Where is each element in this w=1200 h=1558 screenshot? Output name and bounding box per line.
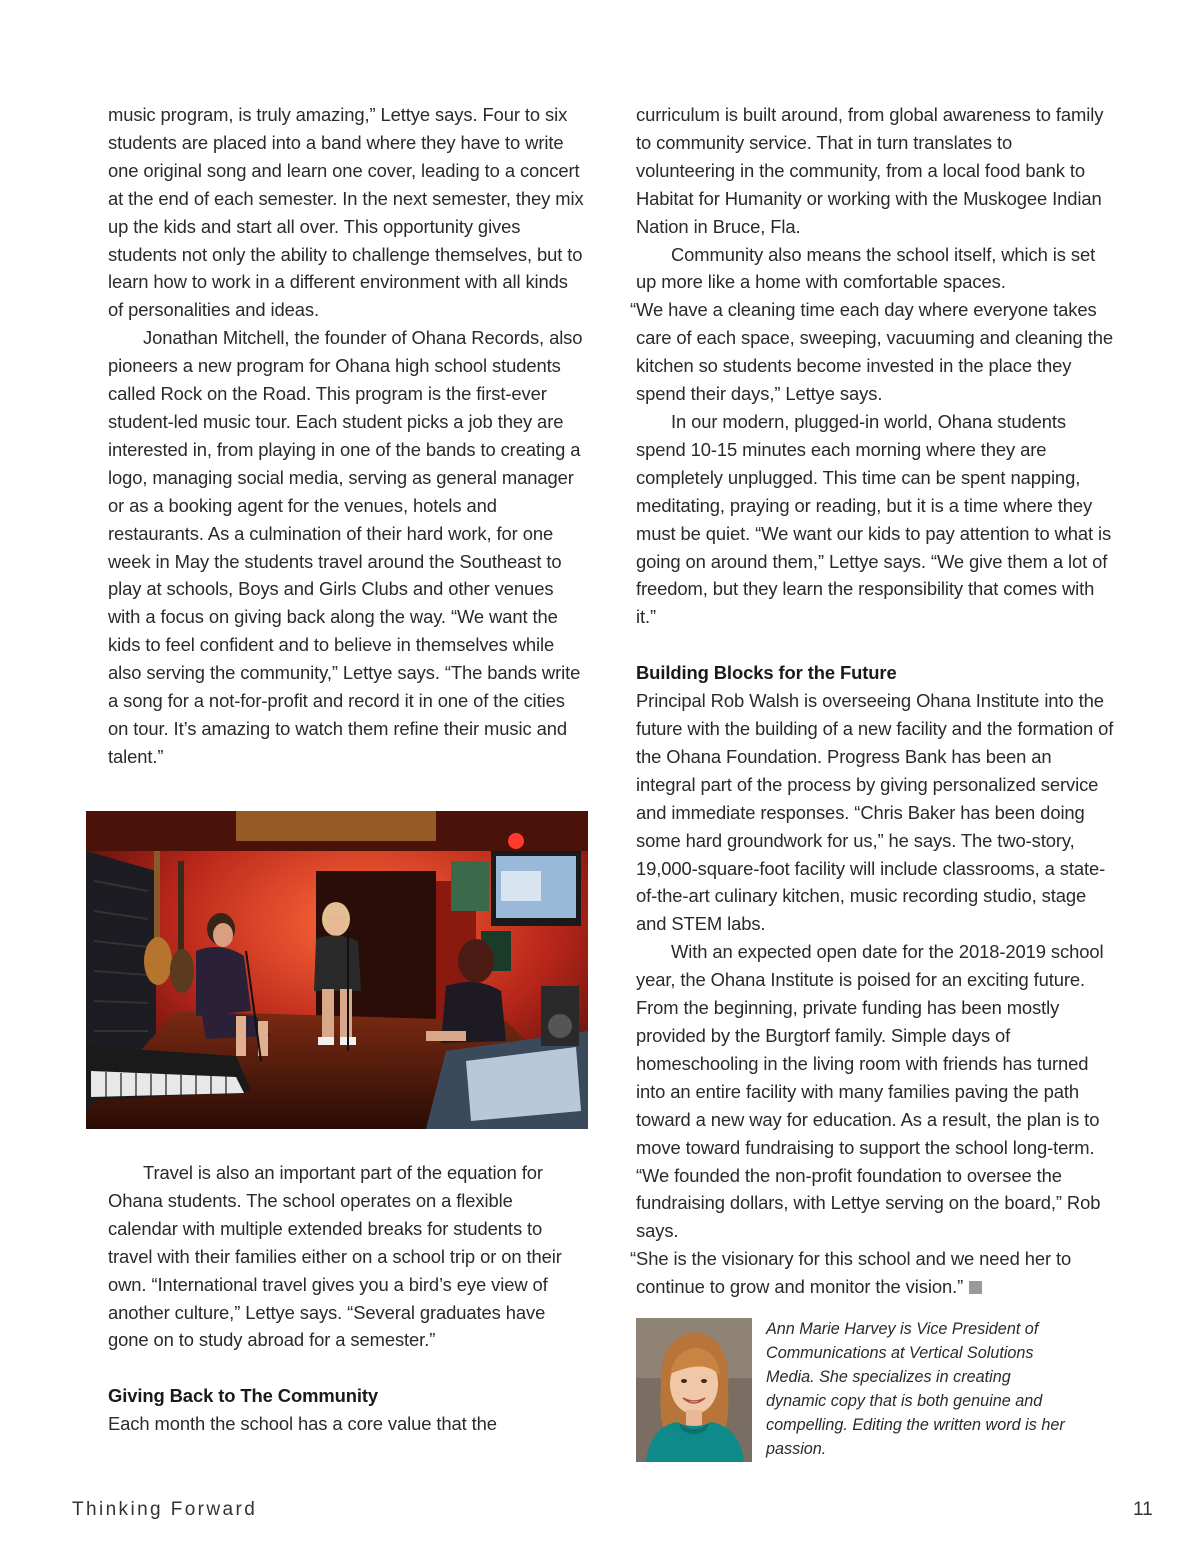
body-paragraph: Principal Rob Walsh is overseeing Ohana Institute into the future with the building of a new facility and the formation of the Ohana Foundation. Progress Bank has been an integral part of the process by giving personalized service and immediate responses. “Chris Baker has been doing some hard groundwork for us,” he says. The two-story, 19,000-square-foot facility will include classrooms, a state-of-the-art culinary kitchen, music recording studio, stage and STEM labs. — [636, 690, 1114, 935]
section-heading: Giving Back to The Community — [108, 1385, 379, 1407]
author-bio — [766, 1317, 1066, 1461]
body-paragraph: music program, is truly amazing,” Lettye says. Four to six students are placed into a band where they have to write one original song and learn one cover, leading to a concert at the end of each semester. In the next semester, they mix up the kids and start all over. This opportunity gives students not only the ability to challenge themselves, but to learn how to work in a different environment with all kinds of personalities and ideas. — [108, 104, 584, 321]
body-paragraph: Each month the school has a core value that the — [108, 1413, 497, 1435]
left-column-top — [108, 101, 586, 771]
recording-studio-photo — [86, 811, 588, 1129]
body-paragraph: With an expected open date for the 2018-2019 school year, the Ohana Institute is poised for an exciting future. From the beginning, private funding has been mostly provided by the Burgtorf family. Simple days of homeschooling in the living room with friends has turned into an entire facility with many families paving the path toward a new way for education. As a result, the plan is to move toward fundraising to support the school long-term. “We founded the non-profit foundation to oversee the fundraising dollars, with Lettye serving on the board,” Rob says. — [636, 941, 1104, 1242]
body-paragraph: In our modern, plugged-in world, Ohana students spend 10-15 minutes each morning where they are completely unplugged. This time can be spent napping, meditating, praying or reading, but it is a time where they must be quiet. “We want our kids to pay attention to what is going on around them,” Lettye says. “We give them a lot of freedom, but they learn the responsibility that comes with it.” — [636, 410, 1112, 628]
right-column — [630, 101, 1114, 1301]
body-paragraph: Jonathan Mitchell, the founder of Ohana Records, also pioneers a new program for Ohana high school students called Rock on the Road. This program is the first-ever student-led music tour. Each student picks a job they are interested in, from playing in one of the bands to creating a logo, managing social media, serving as general manager or as a booking agent for the venues, hotels and restaurants. As a culmination of their hard work, for one week in May the students travel around the Southeast to play at schools, Boys and Girls Clubs and other venues with a focus on giving back along the way. “We want the kids to feel confident and to believe in themselves while also serving the community,” Lettye says. “The bands write a song for a not-for-profit and record it in one of the cities on tour. It’s amazing to watch them refine their music and talent.” — [108, 327, 583, 767]
publication-name: Thinking Forward — [72, 1499, 258, 1520]
page-number: 11 — [1133, 1499, 1153, 1520]
body-paragraph: Community also means the school itself, which is set up more like a home with comfortable spaces. — [636, 243, 1096, 293]
body-paragraph: curriculum is built around, from global awareness to family to community service. That in turn translates to volunteering in the community, from a local food bank to Habitat for Humanity or working with the Muskogee Indian Nation in Bruce, Fla. — [636, 104, 1104, 237]
body-paragraph-final — [630, 1245, 1114, 1301]
left-column-bottom — [108, 1159, 586, 1438]
author-headshot — [636, 1318, 752, 1462]
body-paragraph: “We have a cleaning time each day where everyone takes care of each space, sweeping, vacuuming and cleaning the kitchen so students become invested in the place they spend their days,” Lettye says. — [630, 299, 1113, 405]
end-mark-icon — [969, 1281, 982, 1294]
final-sentence: “She is the visionary for this school and we need her to continue to grow and monitor the vision.” — [630, 1248, 1072, 1298]
body-paragraph: Travel is also an important part of the equation for Ohana students. The school operates on a flexible calendar with multiple extended breaks for students to travel with their families either on a school trip or on their own. “International travel gives you a bird’s eye view of another culture,” Lettye says. “Several graduates have gone on to study abroad for a semester.” — [108, 1162, 562, 1351]
section-heading: Building Blocks for the Future — [636, 662, 897, 684]
author-bio-text: Ann Marie Harvey is Vice President of Communications at Vertical Solutions Media. She specializes in creating dynamic copy that is both genuine and compelling. Editing the written word is her passion. — [766, 1320, 1065, 1458]
